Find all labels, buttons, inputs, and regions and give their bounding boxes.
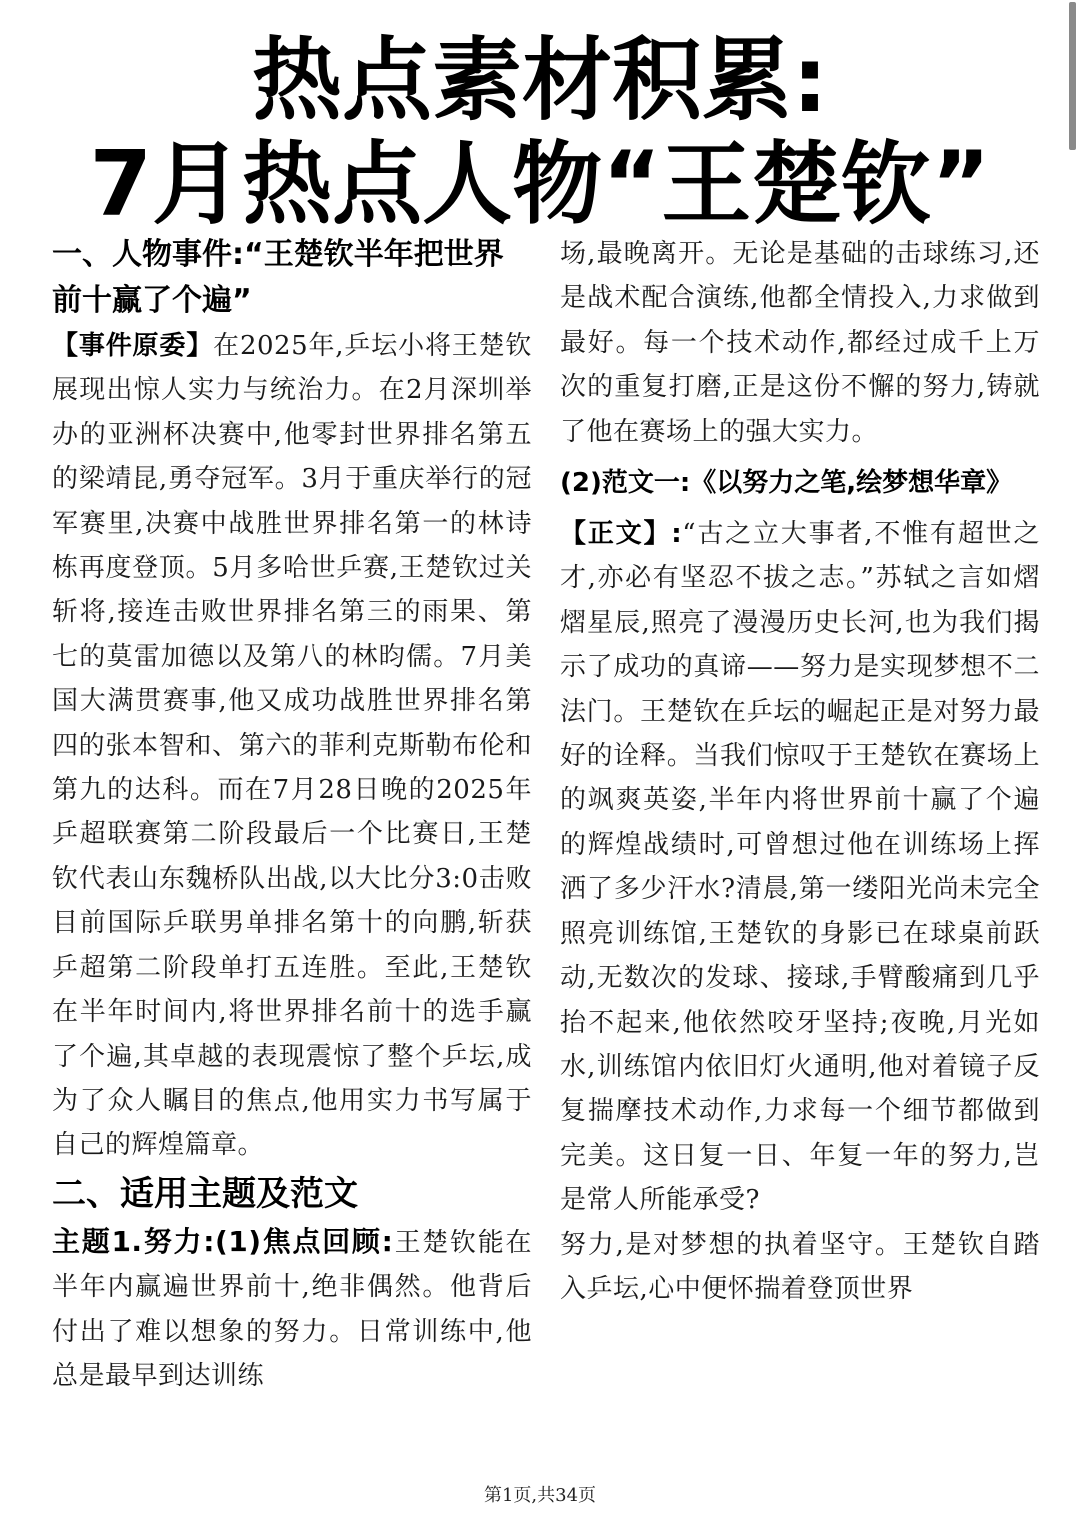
section-2-heading: 二、适用主题及范文 — [52, 1173, 358, 1214]
title-line-1: 热点素材积累: — [252, 28, 828, 133]
essay-paragraph-2: 努力,是对梦想的执着坚守。王楚钦自踏入乒坛,心中便怀揣着登顶世界 — [560, 1229, 1040, 1304]
topic-text: 王楚钦能在半年内赢遍世界前十,绝非偶然。他背后付出了难以想象的努力。日常训练中,他总是最早到达训练 — [52, 1227, 532, 1391]
right-column — [560, 232, 1040, 1311]
section-1-heading: 一、人物事件:“王楚钦半年把世界前十赢了个遍” — [52, 237, 504, 318]
essay-heading: (2)范文一:《以努力之笔,绘梦想华章》 — [560, 468, 1013, 499]
event-text: 在2025年,乒坛小将王楚钦展现出惊人实力与统治力。在2月深圳举办的亚洲杯决赛中,他零封世界排名第五的梁靖昆,勇夺冠军。3月于重庆举行的冠军赛里,决赛中战胜世界排名第一的林诗栋再度登顶。5月多哈世乒赛,王楚钦过关斩将,接连击败世界排名第三的雨果、第七的莫雷加德以及第八的林昀儒。7月美国大满贯赛事,他又成功战胜世界排名第四的张本智和、第六的菲利克斯勒布伦和第九的达科。而在7月28日晚的2025年乒超联赛第二阶段最后一个比赛日,王楚钦代表山东魏桥队出战,以大比分3:0击败目前国际乒联男单排名第十的向鹏,斩获乒超第二阶段单打五连胜。至此,王楚钦在半年时间内,将世界排名前十的选手赢了个遍,其卓越的表现震惊了整个乒坛,成为了众人瞩目的焦点,他用实力书写属于自己的辉煌篇章。 — [52, 331, 532, 1161]
title-line-2: 7月热点人物“王楚钦” — [89, 132, 991, 237]
event-paragraph — [52, 324, 532, 1168]
essay-text: “古之立大事者,不惟有超世之才,亦必有坚忍不拔之志。”苏轼之言如熠熠星辰,照亮了漫漫历史长河,也为我们揭示了成功的真谛——努力是实现梦想不二法门。王楚钦在乒坛的崛起正是对努力最好的诠释。当我们惊叹于王楚钦在赛场上的飒爽英姿,半年内将世界前十赢了个遍的辉煌战绩时,可曾想过他在训练场上挥洒了多少汗水?清晨,第一缕阳光尚未完全照亮训练馆,王楚钦的身影已在球桌前跃动,无数次的发球、接球,手臂酸痛到几乎抬不起来,他依然咬牙坚持;夜晚,月光如水,训练馆内依旧灯火通明,他对着镜子反复揣摩技术动作,力求每一个细节都做到完美。这日复一日、年复一年的努力,岂是常人所能承受? — [560, 519, 1040, 1216]
essay-paragraph — [560, 512, 1040, 1223]
essay-label: 【正文】: — [560, 519, 683, 550]
page-indicator: 第1页,共34页 — [483, 1485, 597, 1506]
event-label: 【事件原委】 — [52, 331, 214, 361]
left-column — [52, 232, 532, 1398]
topic-paragraph — [52, 1220, 532, 1399]
continued-paragraph: 场,最晚离开。无论是基础的击球练习,还是战术配合演练,他都全情投入,力求做到最好。每一个技术动作,都经过成千上万次的重复打磨,正是这份不懈的努力,铸就了他在赛场上的强大实力。 — [560, 239, 1040, 447]
topic-label: 主题1.努力:(1)焦点回顾: — [52, 1224, 394, 1258]
